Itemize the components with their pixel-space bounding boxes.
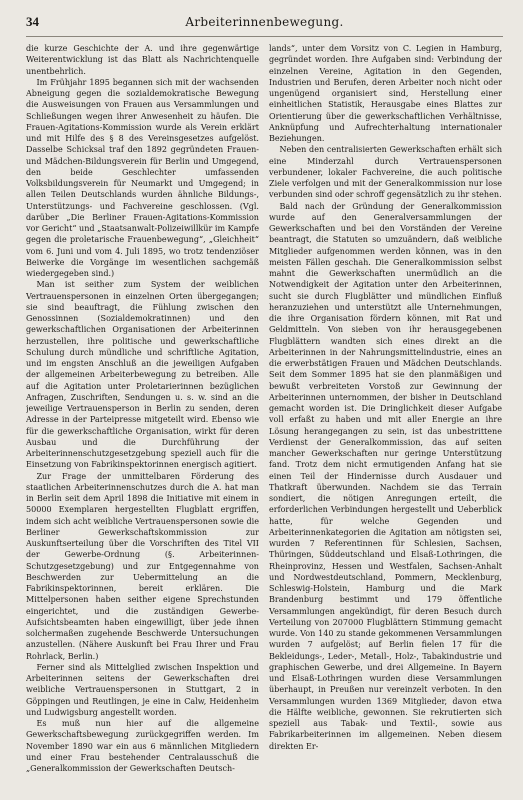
left-column <box>26 43 259 791</box>
paragraph: Man ist seither zum System der weiblichen Vertrauenspersonen in einzelnen Orten übergegangen; sie sind beauftragt, die Fühlung zwischen den Genossinnen (Sozialdemokratinnen) und den gewerkschaftlichen Organisationen der Arbeiterinnen herzustellen, ihre politische und gewerkschaftliche Schulung durch mündliche und schriftliche Agitation, und im engsten Anschluß an die jeweiligen Aufgaben der allgemeinen Arbeiterbewegung zu betreiben. Alle auf die Agitation unter Proletarierinnen bezüglichen Anfragen, Zuschriften, Sendungen u. s. w. sind an die jeweilige Vertrauensperson in Berlin zu senden, deren Adresse in der Parteipresse mitgeteilt wird. Ebenso wie für die gewerkschaftliche Organisation, wirkt für deren Ausbau und die Durchführung der Arbeiterinnenschutzgesetzgebung speziell auch für die Einsetzung von Fabrikinspektorinnen energisch agitiert. <box>26 280 259 470</box>
paragraph: Es muß nun hier auf die allgemeine Gewerkschaftsbewegung zurückgegriffen werden. Im November 1890 war ein aus 6 männlichen Mitgliedern und einer Frau bestehender Centralausschuß die „Generalkommission der Gewerkschaften Deutsch- <box>26 719 259 773</box>
paragraph: Bald nach der Gründung der Generalkommission wurde auf den Generalversammlungen der Gewerkschaften und bei den Vorständen der Vereine beantragt, die Statuten so umzuändern, daß weibliche Mitglieder aufgenommen werden können, was in den meisten Fällen geschah. Die Generalkommission selbst mahnt die Gewerkschaften unermüdlich an die Notwendigkeit der Agitation unter den Arbeiterinnen, sucht sie durch Flugblätter und mündlichen Einfluß heranzuziehen und unterstützt alle Unternehmungen, die ihre Organisation fördern können, mit Rat und Geldmitteln. Von sieben von ihr herausgegebenen Flugblättern wandten sich eines direkt an die Arbeiterinnen in der Nahrungsmittelindustrie, eines an die erwerbstätigen Frauen und Mädchen Deutschlands. Seit dem Sommer 1895 hat sie den planmäßigen und bewußt verbreiteten Vorstoß zur Gewinnung der Arbeiterinnen unternommen, der bisher in Deutschland gemacht worden ist. Die Dringlichkeit dieser Aufgabe voll erfaßt zu haben und mit aller Energie an ihre Lösung herangegangen zu sein, ist das unbestrittene Verdienst der Generalkommission, das auf seiten mancher Gewerkschaften nur geringe Unterstützung fand. Trotz dem nicht ermutigenden Anfang hat sie einen Teil der Hindernisse durch Ausdauer und Thatkraft überwunden. Nachdem sie das Terrain sondiert, die nötigen Anregungen erteilt, die erforderlichen Verbindungen hergestellt und Ueberblick hatte, für welche Gegenden und Arbeiterinnenkategorien die Agitation am nötigsten sei, wurden 7 Referentinnen für Schlesien, Sachsen, Thüringen, Süddeutschland und Elsaß-Lothringen, die Rheinprovinz, Hessen und Westfalen, Sachsen-Anhalt und Nordwestdeutschland, Pommern, Mecklenburg, Schleswig-Holstein, Hamburg und die Mark Brandenburg bestimmt und 179 öffentliche Versammlungen angekündigt, für deren Besuch durch Verteilung von 207000 Flugblättern Stimmung gemacht wurde. Von 140 zu stande gekommenen Versammlungen wurden 7 aufgelöst; auf Berlin fielen 17 für die Bekleidungs-, Leder-, Metall-, Holz-, Tabakindustrie und graphischen Gewerbe, und drei Allgemeine. In Bayern und Elsaß-Lothringen wurden diese Versammlungen überhaupt, in Preußen nur vereinzelt verboten. In den Versammlungen wurden 1369 Mitglieder, davon etwa die Hälfte weibliche, gewonnen. Sie rekrutierten sich speziell aus Tabak- und Textil-, sowie aus Fabrikarbeiterinnen im allgemeinen. Neben diesem direkten Er- <box>269 201 502 751</box>
paragraph: lands“, unter dem Vorsitz von C. Legien in Hamburg, gegründet worden. Ihre Aufgaben sind: Verbindung der einzelnen Vereine, Agitation in den Gegenden, Industrien und Berufen, deren Arbeiter noch nicht oder ungenügend organisiert sind, Herstellung einer einheitlichen Statistik, Herausgabe eines Blattes zur Orientierung über die gewerkschaftlichen Verhältnisse, Anknüpfung und Aufrechterhaltung internationaler Beziehungen. <box>269 44 502 143</box>
running-title: Arbeiterinnenbewegung. <box>185 15 344 29</box>
right-column <box>269 43 502 791</box>
paragraph: Im Frühjahr 1895 begannen sich mit der wachsenden Abneigung gegen die sozialdemokratische Bewegung die Ausweisungen von Frauen aus Versammlungen und Schließungen wegen ihrer Anwesenheit zu häufen. Die Frauen-Agitations-Kommission wurde als Verein erklärt und mit Hilfe des § 8 des Vereinsgesetzes aufgelöst. Dasselbe Schicksal traf den 1892 gegründeten Frauen- und Mädchen-Bildungsverein für Berlin und Umgegend, den beide Geschlechter umfassenden Volksbildungsverein für Neumarkt und Umgegend; in allen Teilen Deutschlands wurden ähnliche Bildungs-, Unterstützungs- und Fachvereine geschlossen. (Vgl. darüber „Die Berliner Frauen-Agitations-Kommission vor Gericht“ und „Staatsanwalt-Polizeiwillkür im Kampfe gegen die proletarische Frauenbewegung“, „Gleichheit“ vom 6. Juni und vom 4. Juli 1895, wo trotz tendenziöser Beiwerke die Vorgänge im wesentlichen sachgemäß wiedergegeben sind.) <box>26 77 259 278</box>
paragraph: Zur Frage der unmittelbaren Förderung des staatlichen Arbeiterinnenschutzes durch die A. hat man in Berlin seit dem April 1898 die Initiative mit einem in 50000 Exemplaren hergestellten Flugblatt ergriffen, indem sich acht weibliche Vertrauenspersonen sowie die Berliner Gewerkschaftskommission zur Auskunftserteilung über die Vorschriften des Titel VII der Gewerbe-Ordnung (§. Arbeiterinnen-Schutzgesetzgebung) und zur Entgegennahme von Beschwerden zur Uebermittelung an die Fabrikinspektorinnen, bereit erklären. Die Mittelpersonen haben seither eigene Sprechstunden eingerichtet, und die zuständigen Gewerbe-Aufsichtsbeamten haben eingewilligt, über jede ihnen solchermaßen zugehende Beschwerde Untersuchungen anzustellen. (Nähere Auskunft bei Frau Ihrer und Frau Rohrlack, Berlin.) <box>26 471 259 661</box>
paragraph: Ferner sind als Mittelglied zwischen Inspektion und Arbeiterinnen seitens der Gewerkschaften drei weibliche Vertrauenspersonen in Stuttgart, 2 in Göppingen und Reutlingen, je eine in Calw, Heidenheim und Ludwigsburg angestellt worden. <box>26 662 259 717</box>
paragraph: Neben den centralisierten Gewerkschaften erhält sich eine Minderzahl durch Vertrauenspersonen verbundener, lokaler Fachvereine, die auch politische Ziele verfolgen und mit der Generalkommission nur lose verbunden sind oder schroff gegensätzlich zu ihr stehen. <box>269 145 502 200</box>
text-columns <box>26 43 503 791</box>
page-number: 34 <box>26 14 39 29</box>
paragraph: die kurze Geschichte der A. und ihre gegenwärtige Weiterentwicklung ist das Blatt als Nachrichtenquelle unentbehrlich. <box>26 44 259 76</box>
page-header <box>26 14 503 37</box>
